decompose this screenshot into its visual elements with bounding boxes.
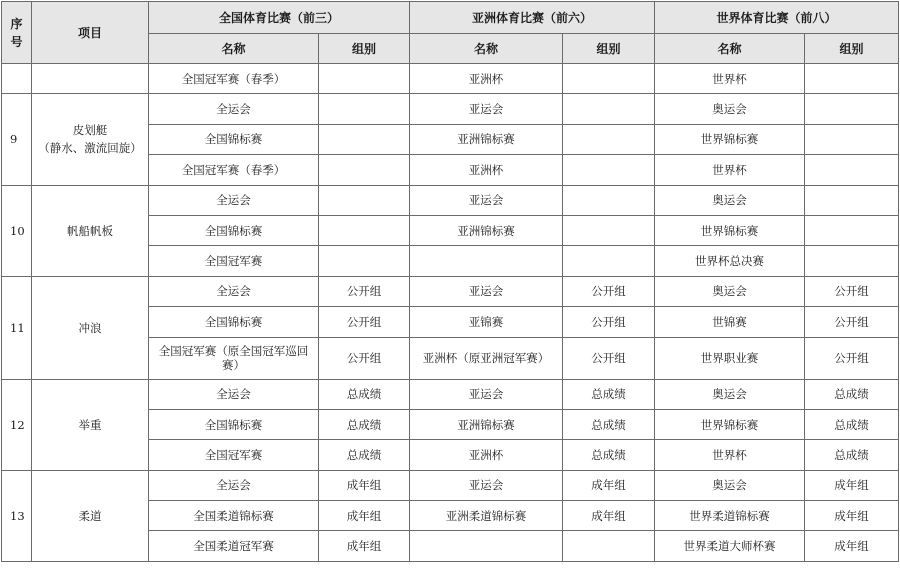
world-name-cell: 奥运会	[655, 379, 805, 409]
world-group-cell: 公开组	[805, 337, 899, 379]
national-name-cell: 全国柔道冠军赛	[149, 531, 319, 561]
header-national-group: 组别	[319, 34, 410, 64]
seq-cell: 12	[2, 379, 32, 470]
national-group-cell	[319, 124, 410, 154]
competition-table	[1, 1, 899, 562]
world-group-cell: 总成绩	[805, 379, 899, 409]
national-group-cell: 总成绩	[319, 379, 410, 409]
asian-group-cell	[563, 94, 655, 124]
asian-name-cell: 亚洲杯	[410, 64, 563, 94]
seq-cell: 10	[2, 185, 32, 276]
asian-group-cell: 总成绩	[563, 409, 655, 439]
national-group-cell: 成年组	[319, 501, 410, 531]
world-group-cell	[805, 215, 899, 245]
asian-group-cell	[563, 246, 655, 276]
world-group-cell: 总成绩	[805, 440, 899, 470]
world-name-cell: 世界杯总决赛	[655, 246, 805, 276]
asian-group-cell	[563, 185, 655, 215]
national-name-cell: 全国冠军赛（原全国冠军巡回赛）	[149, 337, 319, 379]
header-national-name: 名称	[149, 34, 319, 64]
asian-name-cell: 亚运会	[410, 379, 563, 409]
header-asian: 亚洲体育比赛（前六）	[410, 2, 655, 34]
item-cell	[32, 64, 149, 94]
world-group-cell: 总成绩	[805, 409, 899, 439]
asian-group-cell: 成年组	[563, 501, 655, 531]
header-asian-group: 组别	[563, 34, 655, 64]
national-group-cell: 成年组	[319, 470, 410, 500]
item-cell: 举重	[32, 379, 149, 470]
world-group-cell: 成年组	[805, 531, 899, 561]
asian-name-cell: 亚运会	[410, 94, 563, 124]
national-name-cell: 全国冠军赛	[149, 246, 319, 276]
national-group-cell	[319, 246, 410, 276]
world-name-cell: 世界柔道大师杯赛	[655, 531, 805, 561]
national-group-cell: 公开组	[319, 307, 410, 337]
world-name-cell: 世界杯	[655, 440, 805, 470]
asian-group-cell	[563, 215, 655, 245]
asian-name-cell: 亚运会	[410, 276, 563, 306]
asian-name-cell: 亚洲柔道锦标赛	[410, 501, 563, 531]
header-seq-text: 序 号	[10, 16, 23, 49]
world-group-cell	[805, 185, 899, 215]
table-row	[2, 379, 899, 409]
world-group-cell	[805, 64, 899, 94]
asian-name-cell	[410, 531, 563, 561]
national-name-cell: 全运会	[149, 470, 319, 500]
asian-group-cell	[563, 531, 655, 561]
item-cell: 冲浪	[32, 276, 149, 379]
world-group-cell: 成年组	[805, 470, 899, 500]
asian-group-cell: 公开组	[563, 276, 655, 306]
world-group-cell	[805, 94, 899, 124]
world-name-cell: 世界杯	[655, 64, 805, 94]
table-row	[2, 64, 899, 94]
asian-group-cell: 总成绩	[563, 379, 655, 409]
asian-name-cell: 亚锦赛	[410, 307, 563, 337]
asian-name-cell: 亚运会	[410, 185, 563, 215]
national-name-cell: 全国锦标赛	[149, 409, 319, 439]
header-national: 全国体育比赛（前三）	[149, 2, 410, 34]
national-group-cell	[319, 185, 410, 215]
asian-group-cell: 公开组	[563, 307, 655, 337]
world-name-cell: 世界职业赛	[655, 337, 805, 379]
asian-group-cell: 成年组	[563, 470, 655, 500]
world-name-cell: 世界杯	[655, 155, 805, 185]
world-group-cell	[805, 124, 899, 154]
seq-cell: 9	[2, 94, 32, 185]
national-group-cell: 总成绩	[319, 409, 410, 439]
national-name-cell: 全运会	[149, 94, 319, 124]
national-group-cell	[319, 155, 410, 185]
national-name-cell: 全国冠军赛	[149, 440, 319, 470]
national-group-cell: 公开组	[319, 337, 410, 379]
asian-name-cell: 亚洲杯（原亚洲冠军赛）	[410, 337, 563, 379]
world-group-cell	[805, 246, 899, 276]
asian-name-cell: 亚洲锦标赛	[410, 124, 563, 154]
national-name-cell: 全国冠军赛（春季）	[149, 155, 319, 185]
seq-cell	[2, 64, 32, 94]
asian-name-cell: 亚运会	[410, 470, 563, 500]
world-name-cell: 世界柔道锦标赛	[655, 501, 805, 531]
table-row	[2, 94, 899, 124]
national-name-cell: 全运会	[149, 379, 319, 409]
national-group-cell	[319, 94, 410, 124]
national-group-cell	[319, 215, 410, 245]
national-group-cell: 成年组	[319, 531, 410, 561]
national-name-cell: 全国锦标赛	[149, 124, 319, 154]
item-cell: 柔道	[32, 470, 149, 561]
asian-name-cell: 亚洲杯	[410, 440, 563, 470]
national-group-cell: 公开组	[319, 276, 410, 306]
header-seq	[2, 2, 32, 64]
national-name-cell: 全国锦标赛	[149, 307, 319, 337]
asian-group-cell	[563, 64, 655, 94]
world-name-cell: 奥运会	[655, 185, 805, 215]
asian-name-cell: 亚洲锦标赛	[410, 215, 563, 245]
national-name-cell: 全运会	[149, 276, 319, 306]
world-name-cell: 奥运会	[655, 94, 805, 124]
national-name-cell: 全国柔道锦标赛	[149, 501, 319, 531]
seq-cell: 13	[2, 470, 32, 561]
asian-group-cell	[563, 155, 655, 185]
world-group-cell: 公开组	[805, 307, 899, 337]
world-group-cell	[805, 155, 899, 185]
header-asian-name: 名称	[410, 34, 563, 64]
asian-group-cell: 公开组	[563, 337, 655, 379]
header-world-group: 组别	[805, 34, 899, 64]
world-name-cell: 奥运会	[655, 276, 805, 306]
national-group-cell: 总成绩	[319, 440, 410, 470]
world-group-cell: 公开组	[805, 276, 899, 306]
world-name-cell: 奥运会	[655, 470, 805, 500]
world-group-cell: 成年组	[805, 501, 899, 531]
world-name-cell: 世界锦标赛	[655, 409, 805, 439]
world-name-cell: 世界锦标赛	[655, 215, 805, 245]
header-world-name: 名称	[655, 34, 805, 64]
world-name-cell: 世界锦标赛	[655, 124, 805, 154]
item-cell	[32, 94, 149, 185]
world-name-cell: 世锦赛	[655, 307, 805, 337]
item-text: 皮划艇 （静水、激流回旋）	[38, 123, 142, 156]
table-row	[2, 276, 899, 306]
table-row	[2, 185, 899, 215]
national-name-cell: 全国冠军赛（春季）	[149, 64, 319, 94]
asian-name-cell: 亚洲杯	[410, 155, 563, 185]
asian-group-cell: 总成绩	[563, 440, 655, 470]
asian-name-cell	[410, 246, 563, 276]
national-name-cell: 全运会	[149, 185, 319, 215]
national-group-cell	[319, 64, 410, 94]
asian-group-cell	[563, 124, 655, 154]
seq-cell: 11	[2, 276, 32, 379]
item-cell: 帆船帆板	[32, 185, 149, 276]
header-item: 项目	[32, 2, 149, 64]
asian-name-cell: 亚洲锦标赛	[410, 409, 563, 439]
header-world: 世界体育比赛（前八）	[655, 2, 899, 34]
national-name-cell: 全国锦标赛	[149, 215, 319, 245]
table-row	[2, 470, 899, 500]
